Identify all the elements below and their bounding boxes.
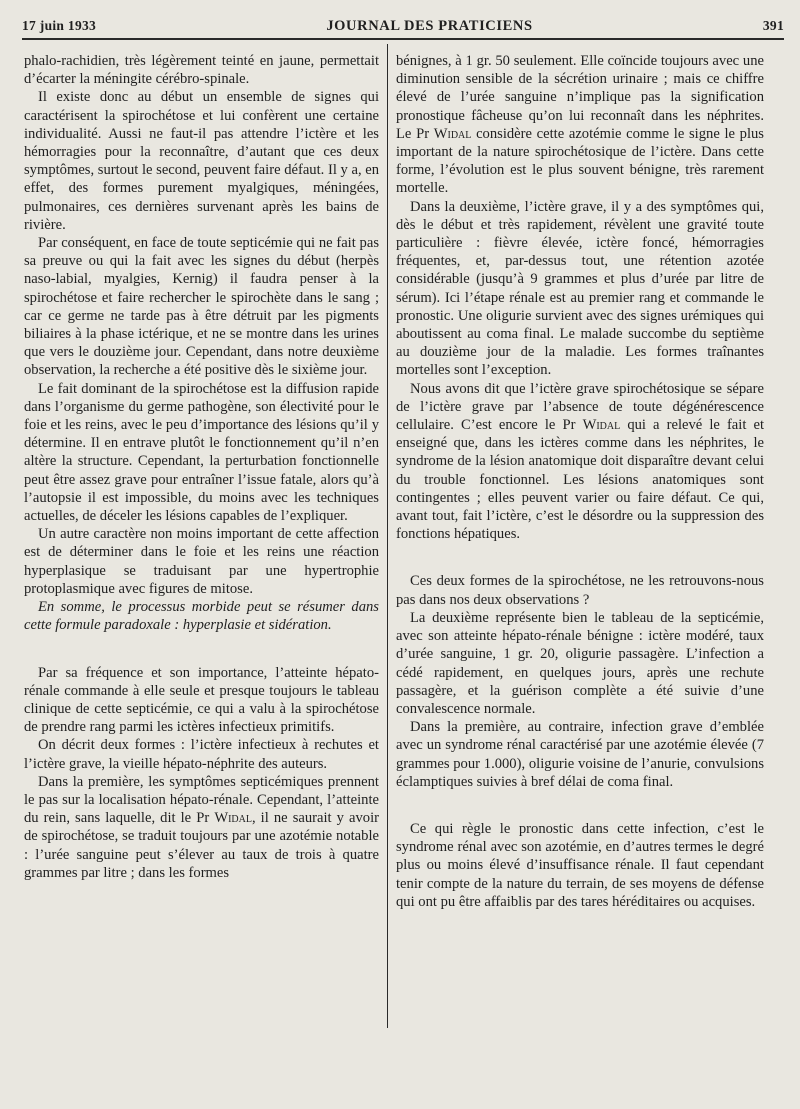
running-header: [22, 14, 784, 38]
author-name: Widal: [214, 810, 252, 827]
paragraph: On décrit deux formes : l’ictère infectieux à rechutes et l’ictère grave, la vieille hépato-néphrite des auteurs.: [24, 737, 379, 772]
paragraph: La deuxième représente bien le tableau de la septicémie, avec son atteinte hépato-rénale bénigne : ictère modéré, taux d’urée sanguine, 1 gr. 20, oligurie passagère. L’infection a cédé rapidement, en quelques jours, après une rechute passagère, et la guérison complète a été suivie d’une convalescence normale.: [396, 609, 764, 717]
paragraph: Un autre caractère non moins important de cette affection est de déterminer dans le foie et les reins une réaction hyperplasique se traduisant par une hypertrophie protoplasmique avec figures de mitose.: [24, 526, 379, 597]
paragraph: [396, 52, 764, 198]
text-run: bénignes, à 1 gr. 50 seulement. Elle coïncide toujours avec une diminution sensible de la sécrétion urinaire ; mais ce chiffre élevé de l’urée sanguine n’implique pas la signification pronostique fâcheuse qu’on lui reconnaît dans les néphrites. Le: [396, 53, 764, 142]
paragraph: [396, 380, 764, 544]
left-column: [24, 52, 379, 882]
paragraph: Le fait dominant de la spirochétose est la diffusion rapide dans l’organisme du germe pathogène, son électivité pour le foie et les reins, avec le peu d’importance des lésions qu’il y détermine. Il en entrave plutôt le fonctionnement qu’il n’en altère la structure. Cependant, la perturbation fonctionnelle peut être assez grave pour entraîner l’issue fatale, alors qu’à l’autopsie il est impossible, du moins avec les techniques actuelles, de déceler les lésions capables de l’expliquer.: [24, 380, 379, 525]
text-run: considère cette azotémie comme le signe le plus important de la nature spirochétosique de l’ictère. Dans cette forme, l’évolution est le plus souvent bénigne, très rarement mortelle.: [396, 125, 764, 197]
summary-paragraph: En somme, le processus morbide peut se résumer dans cette formule paradoxale : hyperplasie et sidération.: [24, 599, 379, 634]
text-run: Nous avons dit que l’ictère grave spirochétosique se sépare de l’ictère grave par l’absence de toute dégénérescence cellulaire. C’est encore le: [396, 380, 764, 434]
author-name: Widal: [582, 417, 621, 434]
paragraph: Par conséquent, en face de toute septicémie qui ne fait pas sa preuve ou qui la fait avec les signes du début (herpès naso-labial, myalgies, Kernig) il faudra penser à la spirochétose et faire rechercher le spirochète dans le sang ; car ce germe ne tarde pas à être détruit par les pigments biliaires à la phase ictérique, et ne se montre dans les urines que vers le douzième jour. Cependant, dans notre deuxième observation, la recherche a été positive dès le sixième jour.: [24, 235, 379, 379]
text-run: Dans la première, les symptômes septicémiques prennent le pas sur la localisation hépato-rénale. Cependant, l’atteinte du rein, sans laquelle, dit le: [24, 773, 379, 827]
prof-abbrev: Pr: [196, 810, 210, 827]
paragraph: Dans la première, au contraire, infection grave d’emblée avec un syndrome rénal caractérisé par une azotémie élevée (7 grammes pour 1.000), oligurie voisine de l’anurie, convulsions éclamptiques suivies à bref délai de coma final.: [396, 719, 764, 790]
paragraph: Par sa fréquence et son importance, l’atteinte hépato-rénale commande à elle seule et presque toujours le tableau clinique de cette septicémie, ce qui a valu à la spirochétose de prendre rang parmi les ictères infectieux primitifs.: [24, 664, 379, 736]
header-rule: [22, 38, 784, 40]
page-number: 391: [762, 18, 784, 33]
column-divider: [387, 44, 388, 1028]
text-run: , il ne saurait y avoir de spirochétose, se traduit toujours par une azotémie notable : l’urée sanguine peut s’élever au taux de trois à quatre grammes par litre ; dans les formes: [24, 810, 380, 881]
prof-abbrev: Pr: [562, 417, 576, 434]
prof-abbrev: Pr: [416, 125, 430, 142]
paragraph: Ces deux formes de la spirochétose, ne les retrouvons-nous pas dans nos deux observations ?: [396, 573, 764, 608]
author-name: Widal: [433, 125, 472, 142]
right-column: [396, 52, 764, 911]
header-date: 17 juin 1933: [22, 18, 97, 33]
paragraph: Dans la deuxième, l’ictère grave, il y a des symptômes qui, dès le début et très rapidement, révèlent une gravité toute particulière : fièvre élevée, ictère foncé, hémorragies fréquentes, et, par-dessus tout, une rétention azotée considérable (jusqu’à 9 grammes et plus d’urée par litre de sérum). Ici l’étape rénale est au premier rang et commande le pronostic. Une oligurie survient avec des signes urémiques qui aboutissent au coma final. Le malade succombe du septième au douzième jour de la maladie. Les formes traînantes mortelles sont l’exception.: [396, 198, 764, 379]
paragraph: phalo-rachidien, très légèrement teinté en jaune, permettait d’écarter la méningite cérébro-spinale.: [24, 53, 379, 88]
journal-title: JOURNAL DES PRATICIENS: [326, 17, 533, 34]
paragraph: [24, 773, 379, 882]
paragraph: Il existe donc au début un ensemble de signes qui caractérisent la spirochétose et lui confèrent une certaine individualité. Aussi ne faut-il pas attendre l’ictère et les hémorragies pour la reconnaître, d’autant que ces deux symptômes, surtout le second, peuvent faire défaut. Il y a, en effet, des formes purement myalgiques, méningées, pulmonaires, ces dernières survenant après les bains de rivière.: [24, 89, 380, 233]
paragraph: Ce qui règle le pronostic dans cette infection, c’est le syndrome rénal avec son azotémie, en d’autres termes le degré plus ou moins élevé d’insuffisance rénale. Il faut cependant tenir compte de la nature du terrain, de ses moyens de défense qui ont pu être affaiblis par des tares héréditaires ou acquises.: [396, 820, 764, 910]
text-run: qui a relevé le fait et enseigné que, dans les ictères comme dans les néphrites, le syndrome de la lésion anatomique doit disparaître devant celui du trouble fonctionnel. Les lésions anatomiques sont contingentes ; elles peuvent varier ou faire défaut. Ce qui, avant tout, fait l’ictère, c’est le désordre ou la suppression des fonctions hépatiques.: [396, 417, 765, 543]
